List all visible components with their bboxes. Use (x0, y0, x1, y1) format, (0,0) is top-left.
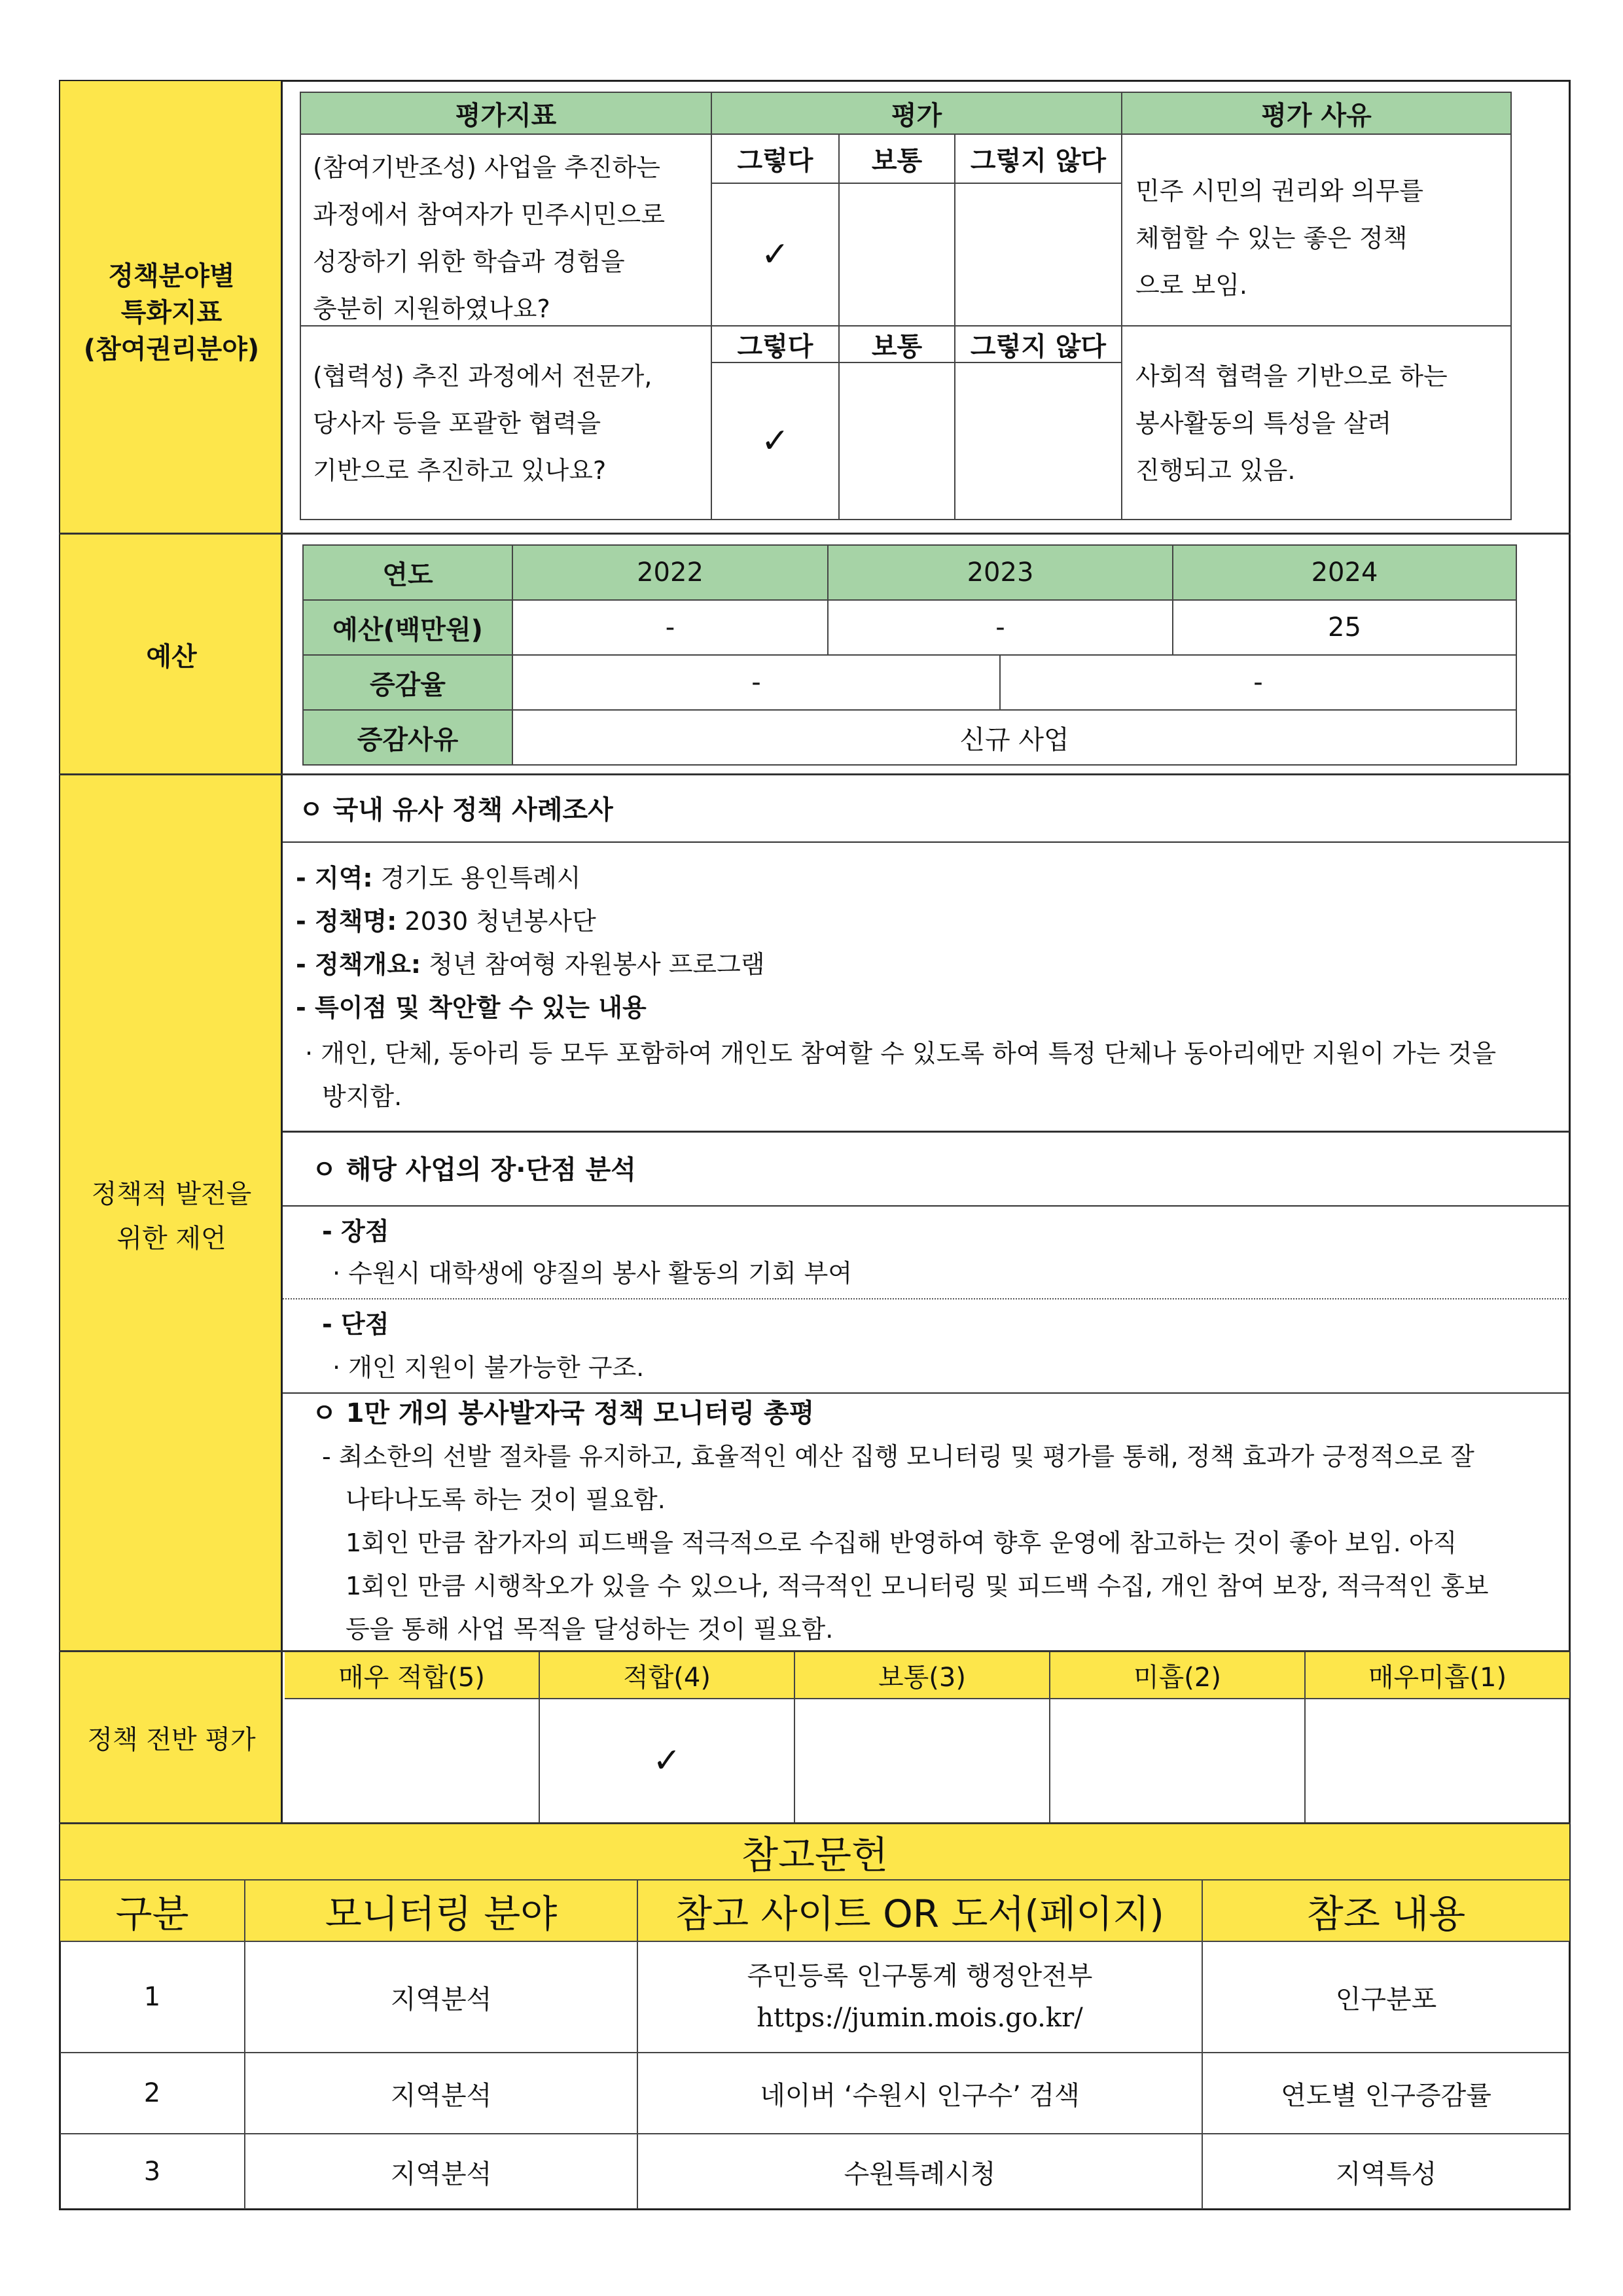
pros-text: · 수원시 대학생에 양질의 봉사 활동의 기회 부여 (332, 1259, 853, 1288)
policy-label: - 정책명: (296, 907, 397, 936)
divider (283, 1392, 1569, 1394)
amount-2024: 25 (1173, 601, 1516, 656)
grade-header-4: 적합(4) (540, 1652, 795, 1699)
section-label-overall (60, 1652, 283, 1822)
ref-header-field: 모니터링 분야 (245, 1881, 638, 1942)
rating-empty (840, 363, 955, 519)
ref-header-content: 참조 내용 (1203, 1881, 1569, 1942)
ref-field: 지역분석 (245, 2053, 638, 2134)
review-line: 1회인 만큼 참가자의 피드백을 적극적으로 수집해 반영하여 향후 운영에 참고하는 것이 좋아 보임. 아직 (346, 1528, 1457, 1557)
references-title: 참고문헌 (60, 1824, 1569, 1881)
year-2022: 2022 (513, 546, 829, 601)
divider (283, 841, 1569, 843)
ref-content: 지역특성 (1335, 2159, 1437, 2189)
rating-yes-header-2: 그렇다 (712, 327, 840, 363)
budget-label: 예산 (146, 641, 197, 672)
indicator-line: 성장하기 위한 학습과 경험을 (313, 247, 625, 276)
reason-line: 봉사활동의 특성을 살려 (1135, 409, 1392, 438)
reason-line: 으로 보임. (1135, 271, 1247, 300)
dotted-divider (283, 1298, 1569, 1299)
rating-empty (840, 184, 955, 327)
rating-no-header-1: 그렇지 않다 (955, 135, 1122, 184)
divider (283, 1205, 1569, 1207)
section-label-proposal (60, 775, 283, 1651)
policy-row (296, 906, 596, 937)
region-label: - 지역: (296, 864, 373, 892)
section-label-indicators (60, 81, 283, 534)
review-line: 나타나도록 하는 것이 필요함. (346, 1485, 666, 1514)
overview-value: 청년 참여형 자원봉사 프로그램 (421, 950, 765, 979)
review-line: 1회인 만큼 시행착오가 있을 수 있으나, 적극적인 모니터링 및 피드백 수집, 개인 참여 보장, 적극적인 홍보 (346, 1572, 1489, 1600)
year-2024: 2024 (1173, 546, 1516, 601)
change-1: - (513, 656, 1001, 711)
rating-check-2: ✓ (712, 363, 840, 519)
review-line: - 최소한의 선발 절차를 유지하고, 효율적인 예산 집행 모니터링 및 평가를 통해, 정책 효과가 긍정적으로 잘 (322, 1442, 1474, 1471)
ref-header-no: 구분 (60, 1881, 245, 1942)
reason-line: 민주 시민의 권리와 의무를 (1135, 177, 1424, 205)
case-study-title: ㅇ 국내 유사 정책 사례조사 (298, 795, 613, 825)
overall-label: 정책 전반 평가 (87, 1724, 256, 1755)
references-table (60, 1881, 1569, 2209)
rating-no-header-2: 그렇지 않다 (955, 327, 1122, 363)
amount-2022: - (513, 601, 829, 656)
label-line: 특화지표 (120, 298, 223, 328)
reason-text-2 (1122, 327, 1510, 519)
header-indicator: 평가지표 (301, 93, 712, 135)
indicator-line: 충분히 지원하였나요? (313, 294, 550, 323)
ref-source (638, 1942, 1203, 2053)
ref-content: 연도별 인구증감률 (1203, 2053, 1569, 2134)
section-divider (59, 773, 1571, 775)
label-line: 위한 제언 (116, 1224, 226, 1254)
grade-cell (285, 1699, 540, 1822)
overall-grid (285, 1652, 1569, 1822)
reason-text-1 (1122, 135, 1510, 327)
reason-line: 사회적 협력을 기반으로 하는 (1135, 362, 1448, 391)
review-title: ㅇ 1만 개의 봉사발자국 정책 모니터링 총평 (312, 1398, 815, 1428)
indicator-line: (협력성) 추진 과정에서 전문가, (313, 362, 652, 391)
ref-field: 지역분석 (245, 2134, 638, 2209)
special-line: · 개인, 단체, 동아리 등 모두 포함하여 개인도 참여할 수 있도록 하여 특정 단체나 동아리에만 지원이 가는 것을 (305, 1039, 1497, 1068)
special-line: 방지함. (322, 1082, 402, 1111)
rating-check-1: ✓ (712, 184, 840, 327)
special-label: - 특이점 및 착안할 수 있는 내용 (296, 993, 647, 1022)
grade-header-3: 보통(3) (795, 1652, 1050, 1699)
divider (283, 1131, 1569, 1133)
cons-text: · 개인 지원이 불가능한 구조. (332, 1353, 645, 1382)
grade-header-2: 미흡(2) (1050, 1652, 1306, 1699)
amount-label: 예산(백만원) (304, 601, 513, 656)
rating-yes-header-1: 그렇다 (712, 135, 840, 184)
ref-no: 1 (60, 1942, 245, 2053)
overview-label: - 정책개요: (296, 950, 421, 979)
header-reason: 평가 사유 (1122, 93, 1510, 135)
indicator-line: 당사자 등을 포괄한 협력을 (313, 409, 601, 438)
amount-2023: - (829, 601, 1173, 656)
header-rating: 평가 (712, 93, 1122, 135)
label-line: (참여권리분야) (83, 334, 260, 364)
grade-header-1: 매우미흡(1) (1306, 1652, 1569, 1699)
grade-cell (1050, 1699, 1306, 1822)
budget-reason: 신규 사업 (959, 724, 1069, 755)
ref-source-url[interactable]: https://jumin.mois.go.kr/ (757, 2003, 1083, 2033)
rating-normal-header-1: 보통 (840, 135, 955, 184)
indicator-text-1 (301, 135, 712, 327)
indicator-line: 과정에서 참여자가 민주시민으로 (313, 200, 666, 229)
ref-content: 인구분포 (1203, 1942, 1569, 2053)
region-value: 경기도 용인특례시 (372, 864, 581, 892)
section-label-budget (60, 535, 283, 774)
pros-label: - 장점 (322, 1217, 389, 1246)
indicator-table (300, 92, 1512, 520)
indicator-text-2 (301, 327, 712, 519)
reason-line: 진행되고 있음. (1135, 456, 1296, 485)
grade-cell (1306, 1699, 1569, 1822)
grade-cell (795, 1699, 1050, 1822)
overview-row (296, 949, 765, 980)
ref-source: 수원특례시청 (638, 2134, 1203, 2209)
ref-field: 지역분석 (245, 1942, 638, 2053)
cons-label: - 단점 (322, 1310, 389, 1339)
label-line: 정책분야별 (108, 261, 235, 291)
section-divider (59, 533, 1571, 535)
change-label: 증감율 (304, 656, 513, 711)
indicator-line: (참여기반조성) 사업을 추진하는 (313, 153, 661, 182)
grade-header-5: 매우 적합(5) (285, 1652, 540, 1699)
analysis-title: ㅇ 해당 사업의 장·단점 분석 (312, 1155, 636, 1185)
review-line: 등을 통해 사업 목적을 달성하는 것이 필요함. (346, 1615, 834, 1644)
indicator-line: 기반으로 추진하고 있나요? (313, 456, 607, 485)
grade-check: ✓ (540, 1699, 795, 1822)
budget-table (302, 544, 1517, 766)
ref-no: 3 (60, 2134, 245, 2209)
ref-no: 2 (60, 2053, 245, 2134)
reason-label: 증감사유 (304, 711, 513, 764)
rating-empty (955, 363, 1122, 519)
label-line: 정책적 발전을 (91, 1179, 252, 1209)
year-2023: 2023 (829, 546, 1173, 601)
ref-header-source: 참고 사이트 OR 도서(페이지) (638, 1881, 1203, 1942)
ref-source-line: 주민등록 인구통계 행정안전부 (747, 1961, 1093, 1991)
year-label: 연도 (304, 546, 513, 601)
rating-normal-header-2: 보통 (840, 327, 955, 363)
policy-value: 2030 청년봉사단 (397, 907, 596, 936)
region-row (296, 862, 580, 894)
change-2: - (1001, 656, 1516, 711)
rating-empty (955, 184, 1122, 327)
reason-line: 체험할 수 있는 좋은 정책 (1135, 224, 1408, 253)
ref-source: 네이버 ‘수원시 인구수’ 검색 (638, 2053, 1203, 2134)
